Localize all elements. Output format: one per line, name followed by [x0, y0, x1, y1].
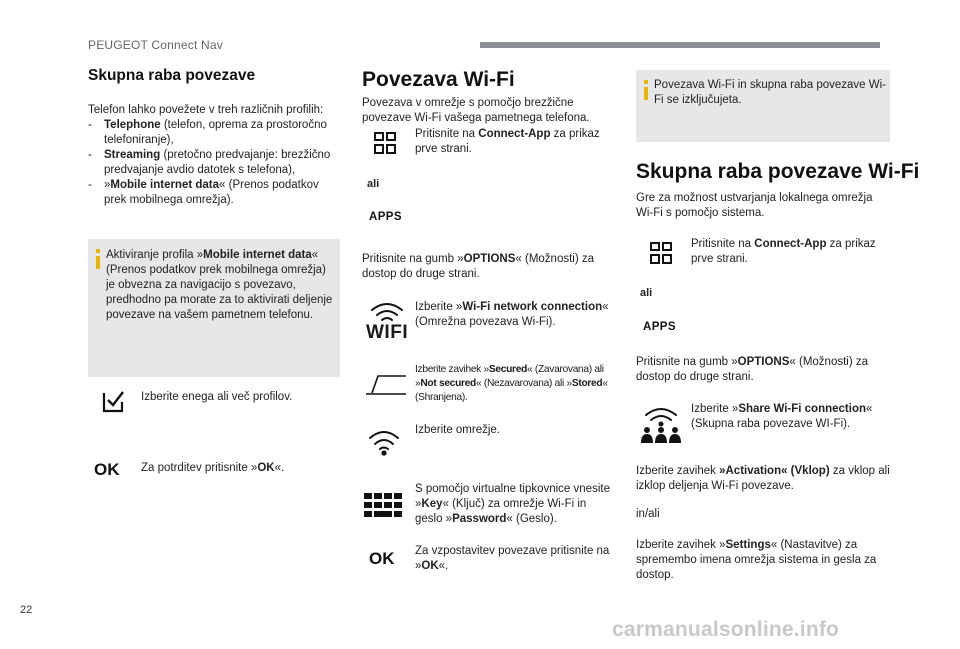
header-bar — [480, 42, 880, 48]
col2-intro: Povezava v omrežje s pomočjo brezžične povezave Wi-Fi vašega pametnega telefona. — [362, 97, 590, 124]
connect-app-grid-icon — [374, 132, 396, 154]
info-text: Aktiviranje profila »Mobile internet data« (Prenos podatkov prek mobilnega omrežja) je obvezna za navigacijo s povezavo, predhodno pa morate za to aktivirati deljenje povezave na vašem pametnem telefonu. — [106, 249, 333, 321]
col3-intro: Gre za možnost ustvarjanja lokalnega omrežja Wi-Fi s pomočjo sistema. — [636, 192, 873, 219]
step-select-tab: Izberite zavihek »Secured« (Zavarovana) ali »Not secured« (Nezavarovana) ali »Stored« (Shranjena). — [415, 364, 608, 403]
step-select-network: Izberite omrežje. — [415, 424, 501, 436]
connect-app-grid-icon — [650, 242, 672, 264]
heading-wifi-connection: Povezava Wi-Fi — [362, 68, 515, 91]
checkbox-icon — [101, 388, 127, 414]
step-options: Pritisnite na gumb »OPTIONS« (Možnosti) za dostop do druge strani. — [636, 356, 869, 383]
tab-icon — [364, 372, 408, 396]
or-label: ali — [640, 287, 653, 299]
info-box-mobile-data — [88, 239, 340, 377]
apps-label: APPS — [643, 321, 676, 333]
or-label: ali — [367, 178, 380, 190]
step-enter-key-password: S pomočjo virtualne tipkovnice vnesite »Key« (Ključ) za omrežje Wi-Fi in geslo »Password« (Geslo). — [415, 483, 610, 525]
list-item: - »Mobile internet data« (Prenos podatkov prek mobilnega omrežja). — [88, 178, 343, 208]
col1-body — [88, 103, 343, 208]
step-select-profiles: Izberite enega ali več profilov. — [141, 391, 293, 403]
heading-wifi-sharing: Skupna raba povezave Wi-Fi — [636, 160, 920, 183]
info-text: Povezava Wi-Fi in skupna raba povezave Wi-Fi se izključujeta. — [654, 79, 887, 106]
keyboard-icon — [364, 493, 404, 519]
ok-label: OK — [94, 460, 120, 479]
apps-label: APPS — [369, 211, 402, 223]
step-establish-connection: Za vzpostavitev povezave pritisnite na »OK«. — [415, 545, 610, 572]
and-or-label: in/ali — [636, 508, 660, 520]
step-confirm-ok: Za potrditev pritisnite »OK«. — [141, 462, 285, 474]
heading-connection-sharing: Skupna raba povezave — [88, 67, 256, 84]
list-item: - Streaming (pretočno predvajanje: brezžično predvajanje avdio datotek s telefona), — [88, 148, 343, 178]
page-number: 22 — [20, 604, 33, 616]
step-share-wifi: Izberite »Share Wi-Fi connection« (Skupna raba povezave WI-Fi). — [691, 403, 873, 430]
wifi-icon — [367, 428, 401, 456]
share-wifi-icon — [640, 405, 682, 445]
wifi-text-icon: WIFI — [366, 300, 408, 344]
step-activation: Izberite zavihek »Activation« (Vklop) za vklop ali izklop deljenja Wi-Fi povezave. — [636, 465, 890, 492]
step-connect-app: Pritisnite na Connect-App za prikaz prve strani. — [691, 238, 876, 265]
ok-label: OK — [369, 549, 395, 568]
step-wifi-network-connection: Izberite »Wi-Fi network connection« (Omrežna povezava Wi-Fi). — [415, 301, 609, 328]
list-item: - Telephone (telefon, oprema za prostoročno telefoniranje), — [88, 118, 343, 148]
watermark: carmanualsonline.info — [612, 618, 840, 641]
profile-list — [88, 118, 343, 208]
col1-intro: Telefon lahko povežete v treh različnih profilih: — [88, 104, 324, 116]
info-box-exclusive — [636, 70, 890, 142]
step-settings: Izberite zavihek »Settings« (Nastavitve) za spremembo imena omrežja sistema in gesla za dostop. — [636, 539, 877, 581]
header-title: PEUGEOT Connect Nav — [88, 38, 223, 52]
step-connect-app: Pritisnite na Connect-App za prikaz prve strani. — [415, 128, 600, 155]
step-options: Pritisnite na gumb »OPTIONS« (Možnosti) za dostop do druge strani. — [362, 253, 595, 280]
